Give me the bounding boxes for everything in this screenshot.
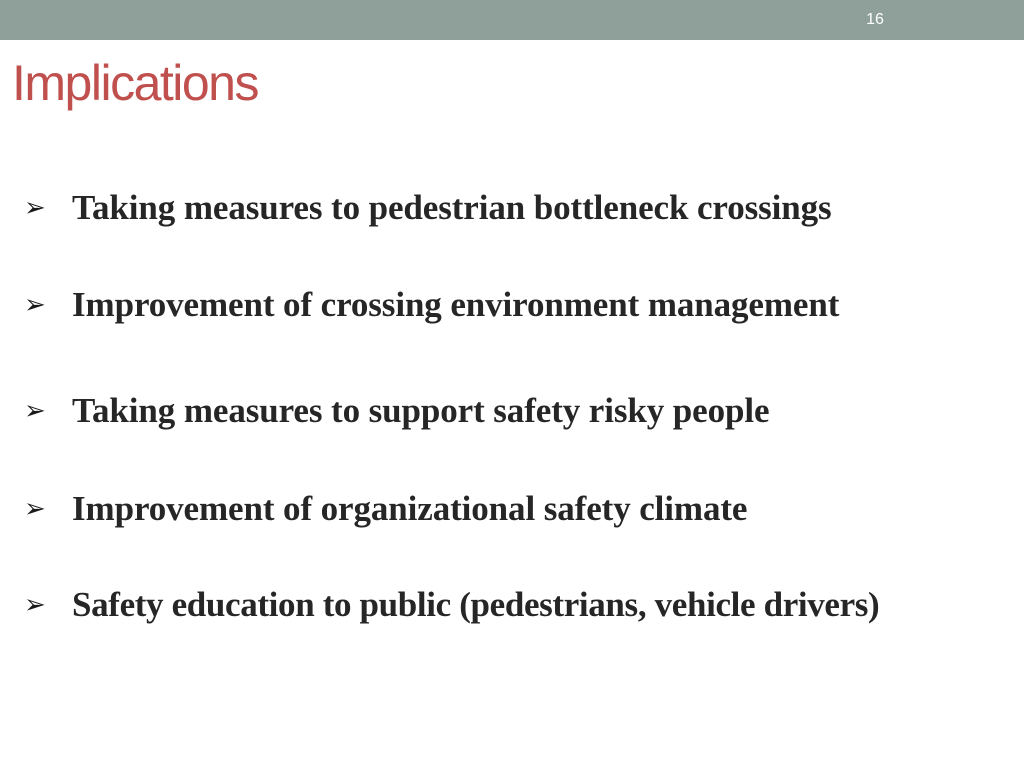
list-item [24,186,832,230]
list-item [24,583,879,627]
slide-title: Implications [12,55,258,111]
bullet-text: Taking measures to support safety risky people [72,391,770,430]
list-item [24,283,839,327]
bullet-text: Taking measures to pedestrian bottleneck crossings [72,188,832,227]
bullet-text: Safety education to public (pedestrians, vehicle drivers) [72,585,880,624]
list-item [24,389,769,433]
header-bar [0,0,1024,40]
arrowhead-bullet-icon: ➢ [24,290,46,320]
bullet-text: Improvement of organizational safety climate [72,489,748,528]
arrowhead-bullet-icon: ➢ [24,494,46,524]
bullet-text: Improvement of crossing environment management [72,285,840,324]
slide-number: 16 [866,11,884,28]
list-item [24,487,747,531]
arrowhead-bullet-icon: ➢ [24,590,46,620]
arrowhead-bullet-icon: ➢ [24,396,46,426]
arrowhead-bullet-icon: ➢ [24,193,46,223]
